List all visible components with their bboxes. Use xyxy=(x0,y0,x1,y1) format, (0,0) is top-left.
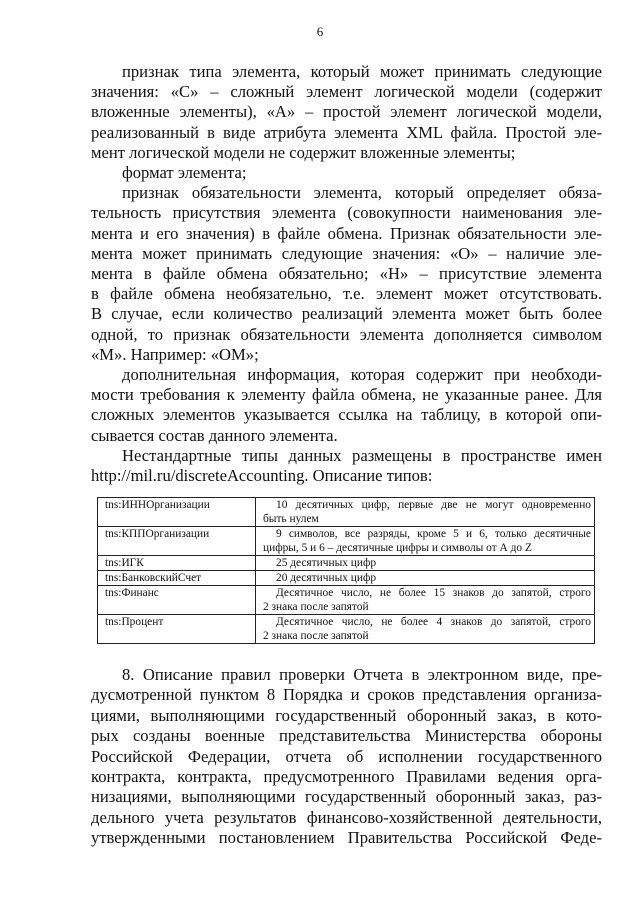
paragraph-line: 8. Описание правил проверки Отчета в электронном виде, пре- xyxy=(122,665,602,684)
type-description-line: 2 знака после запятой xyxy=(263,630,369,642)
paragraph-line: дополнительная информация, которая содержит при необходи- xyxy=(122,365,602,385)
paragraph-line: Российской Федерации, отчета об исполнении государственного xyxy=(91,746,602,766)
type-name-cell: tns:БанковскийСчет xyxy=(98,571,256,586)
table-row xyxy=(98,556,595,571)
paragraph-line: контракта, контракта, предусмотренного Правилами ведения орга- xyxy=(91,767,602,787)
type-description-cell xyxy=(256,527,595,556)
paragraph-line: В случае, если количество реализаций элемента может быть более xyxy=(91,304,602,324)
paragraph-line: Нестандартные типы данных размещены в пространстве имен xyxy=(122,445,602,465)
type-description-line: 20 десятичных цифр xyxy=(276,572,377,584)
page-number: 6 xyxy=(316,24,324,39)
type-description-line: Десятичное число, не более 15 знаков до запятой, строго xyxy=(276,587,591,599)
type-description-cell xyxy=(256,615,595,644)
paragraph-line: мента и его значения) в файле обмена. Признак обязательности эле- xyxy=(91,223,602,243)
paragraph-line: значения: «С» – сложный элемент логической модели (содержит xyxy=(91,82,602,102)
paragraph-line: низациями, выполняющими государственный оборонный заказ, раз- xyxy=(91,787,602,807)
paragraph-line: сложных элементов указывается ссылка на таблицу, в которой опи- xyxy=(91,405,602,425)
paragraph-line: сывается состав данного элемента. xyxy=(91,425,338,445)
type-description-line: 10 десятичных цифр, первые две не могут одновременно xyxy=(276,499,591,511)
type-description-line: Десятичное число, не более 4 знаков до запятой, строго xyxy=(276,616,591,628)
type-name-cell: tns:ИГК xyxy=(98,556,256,571)
paragraph-line: мости требования к элементу файла обмена, не указанные ранее. Для xyxy=(91,385,602,405)
table-row xyxy=(98,586,595,615)
paragraph-line: тельность присутствия элемента (совокупности наименования эле- xyxy=(91,203,602,223)
paragraph-line: http://mil.ru/discreteAccounting. Описание типов: xyxy=(91,466,433,486)
type-description-line: 25 десятичных цифр xyxy=(276,557,377,569)
type-name-cell: tns:Процент xyxy=(98,615,256,644)
type-description-line: цифры, 5 и 6 – десятичные цифры и символы от А до Z xyxy=(263,542,532,554)
table-row xyxy=(98,527,595,556)
type-description-cell xyxy=(256,571,595,586)
paragraph-line: признак обязательности элемента, который определяет обяза- xyxy=(122,183,602,203)
paragraph-line: мента в файле обмена обязательно; «Н» – присутствие элемента xyxy=(91,264,602,284)
paragraph-line: одной, то признак обязательности элемента дополняется символом xyxy=(91,324,602,344)
section-8-text xyxy=(91,665,602,849)
paragraph-line: утвержденными постановлением Правительства Российской Феде- xyxy=(91,828,602,848)
table-row xyxy=(98,498,595,527)
data-types-table xyxy=(97,497,595,644)
paragraph-line: реализованный в виде атрибута элемента XML файла. Простой эле- xyxy=(91,122,602,142)
paragraph-line: мента может принимать следующие значения: «О» – наличие эле- xyxy=(91,243,602,263)
paragraph-line: вложенные элементы), «А» – простой элемент логической модели, xyxy=(91,102,602,122)
paragraph-line: рых созданы военные представительства Министерства обороны xyxy=(91,726,602,746)
type-description-cell xyxy=(256,498,595,527)
type-name-cell: tns:Финанс xyxy=(98,586,256,615)
type-description-line: 9 символов, все разряды, кроме 5 и 6, только десятичные xyxy=(276,528,591,540)
type-description-cell xyxy=(256,586,595,615)
paragraph-line: циями, выполняющими государственный оборонный заказ, в кото- xyxy=(91,705,602,725)
type-description-line: 2 знака после запятой xyxy=(263,601,369,613)
type-description-cell xyxy=(256,556,595,571)
paragraph-line: мент логической модели не содержит вложенные элементы; xyxy=(91,142,516,162)
type-name-cell: tns:ИННОрганизации xyxy=(98,498,256,527)
paragraph-line: «М». Например: «ОМ»; xyxy=(91,344,259,364)
paragraph-line: в файле обмена необязательно, т.е. элемент может отсутствовать. xyxy=(91,284,602,304)
paragraph-line: дельного учета результатов финансово-хозяйственной деятельности, xyxy=(91,807,602,827)
paragraph-line: дусмотренной пунктом 8 Порядка и сроков представления организа- xyxy=(91,685,602,705)
paragraph-line: формат элемента; xyxy=(122,163,247,183)
table-row xyxy=(98,615,595,644)
type-description-line: быть нулем xyxy=(263,513,319,525)
body-text-top xyxy=(91,62,602,486)
type-name-cell: tns:КППОрганизации xyxy=(98,527,256,556)
paragraph-line: признак типа элемента, который может принимать следующие xyxy=(122,62,602,81)
table-row xyxy=(98,571,595,586)
